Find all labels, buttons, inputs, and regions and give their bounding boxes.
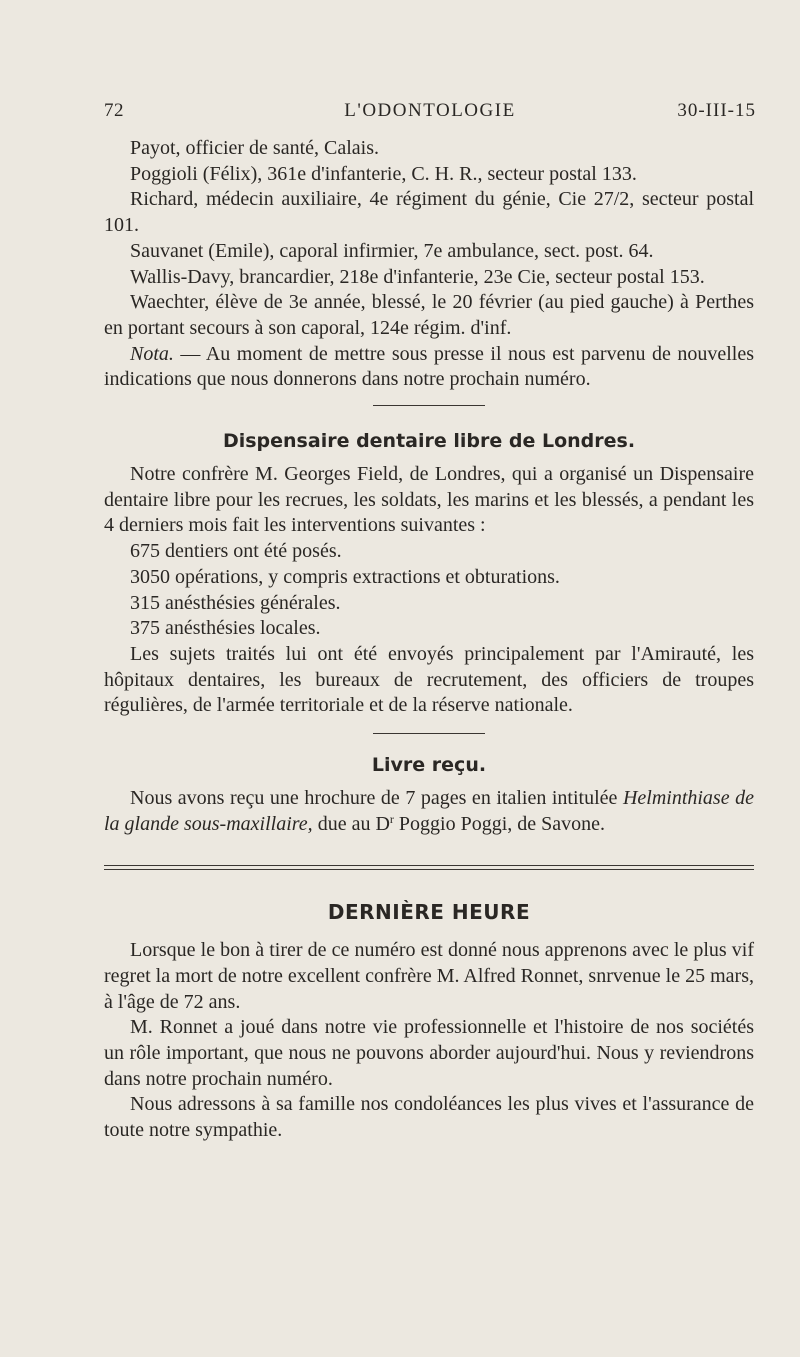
section-heading-livre: Livre reçu. <box>371 754 487 777</box>
list-item: Poggioli (Félix), 361e d'infanterie, C. H. R., secteur postal 133. <box>130 162 637 185</box>
list-item: Wallis-Davy, brancardier, 218e d'infanterie, 23e Cie, secteur postal 153. <box>130 265 705 288</box>
casualty-list <box>104 136 754 342</box>
dispensaire-conclusion: Les sujets traités lui ont été envoyés principalement par l'Amirauté, les hôpitaux dentaires, les bureaux de recrutement, des officiers de troupes régulières, de l'armée territoriale et de la réserve nationale. <box>104 642 754 717</box>
journal-title: L'ODONTOLOGIE <box>344 100 516 121</box>
section-divider <box>373 733 485 734</box>
page-content <box>104 136 754 1144</box>
derniere-paragraph: M. Ronnet a joué dans notre vie professionnelle et l'histoire de nos sociétés un rôle important, que nous ne pouvons aborder aujourd'hui. Nous y reviendrons dans notre prochain numéro. <box>104 1016 754 1090</box>
issue-date: 30-III-15 <box>677 100 756 121</box>
list-item: Sauvanet (Emile), caporal infirmier, 7e ambulance, sect. post. 64. <box>130 239 654 262</box>
book-title: Helminthiase de la glande sous-maxillaire, <box>104 787 754 835</box>
list-item: Payot, officier de santé, Calais. <box>130 137 380 159</box>
livre-text: due au D <box>312 812 390 835</box>
section-divider <box>373 405 485 406</box>
nota-text: — Au moment de mettre sous presse il nous est parvenu de nouvelles indications que nous donnerons dans notre prochain numéro. <box>104 342 754 391</box>
list-item: 375 anésthésies locales. <box>130 617 321 640</box>
livre-paragraph <box>104 786 754 837</box>
section-heading-derniere: DERNIÈRE HEURE <box>327 900 531 925</box>
running-header <box>104 100 756 128</box>
livre-text: Poggio Poggi, de Savone. <box>393 812 606 835</box>
list-item: 3050 opérations, y compris extractions et obturations. <box>130 565 560 588</box>
page-number: 72 <box>104 100 124 121</box>
livre-text: Nous avons reçu une hrochure de 7 pages en italien intitulée <box>130 787 623 810</box>
list-item: 675 dentiers ont été posés. <box>130 540 342 563</box>
list-item: Waechter, élève de 3e année, blessé, le 20 février (au pied gauche) à Perthes en portant secours à son caporal, 124e régim. d'inf. <box>104 291 754 339</box>
derniere-paragraph: Lorsque le bon à tirer de ce numéro est donné nous apprenons avec le plus vif regret la mort de notre excellent confrère M. Alfred Ronnet, snrvenue le 25 mars, à l'âge de 72 ans. <box>104 939 754 1013</box>
double-rule-divider <box>104 865 754 870</box>
superscript: r <box>389 811 394 826</box>
dispensaire-intro: Notre confrère M. Georges Field, de Londres, qui a organisé un Dispensaire dentaire libre pour les recrues, les soldats, les marins et les blessés, a pendant les 4 derniers mois fait les interventions suivantes : <box>104 463 754 537</box>
section-heading-dispensaire: Dispensaire dentaire libre de Londres. <box>222 430 636 453</box>
list-item: Richard, médecin auxiliaire, 4e régiment du génie, Cie 27/2, secteur postal 101. <box>104 188 754 237</box>
derniere-paragraph: Nous adressons à sa famille nos condoléances les plus vives et l'assurance de toute notre sympathie. <box>104 1093 754 1142</box>
nota-label: Nota. <box>130 342 174 365</box>
nota-paragraph <box>104 342 754 393</box>
list-item: 315 anésthésies générales. <box>130 591 341 614</box>
